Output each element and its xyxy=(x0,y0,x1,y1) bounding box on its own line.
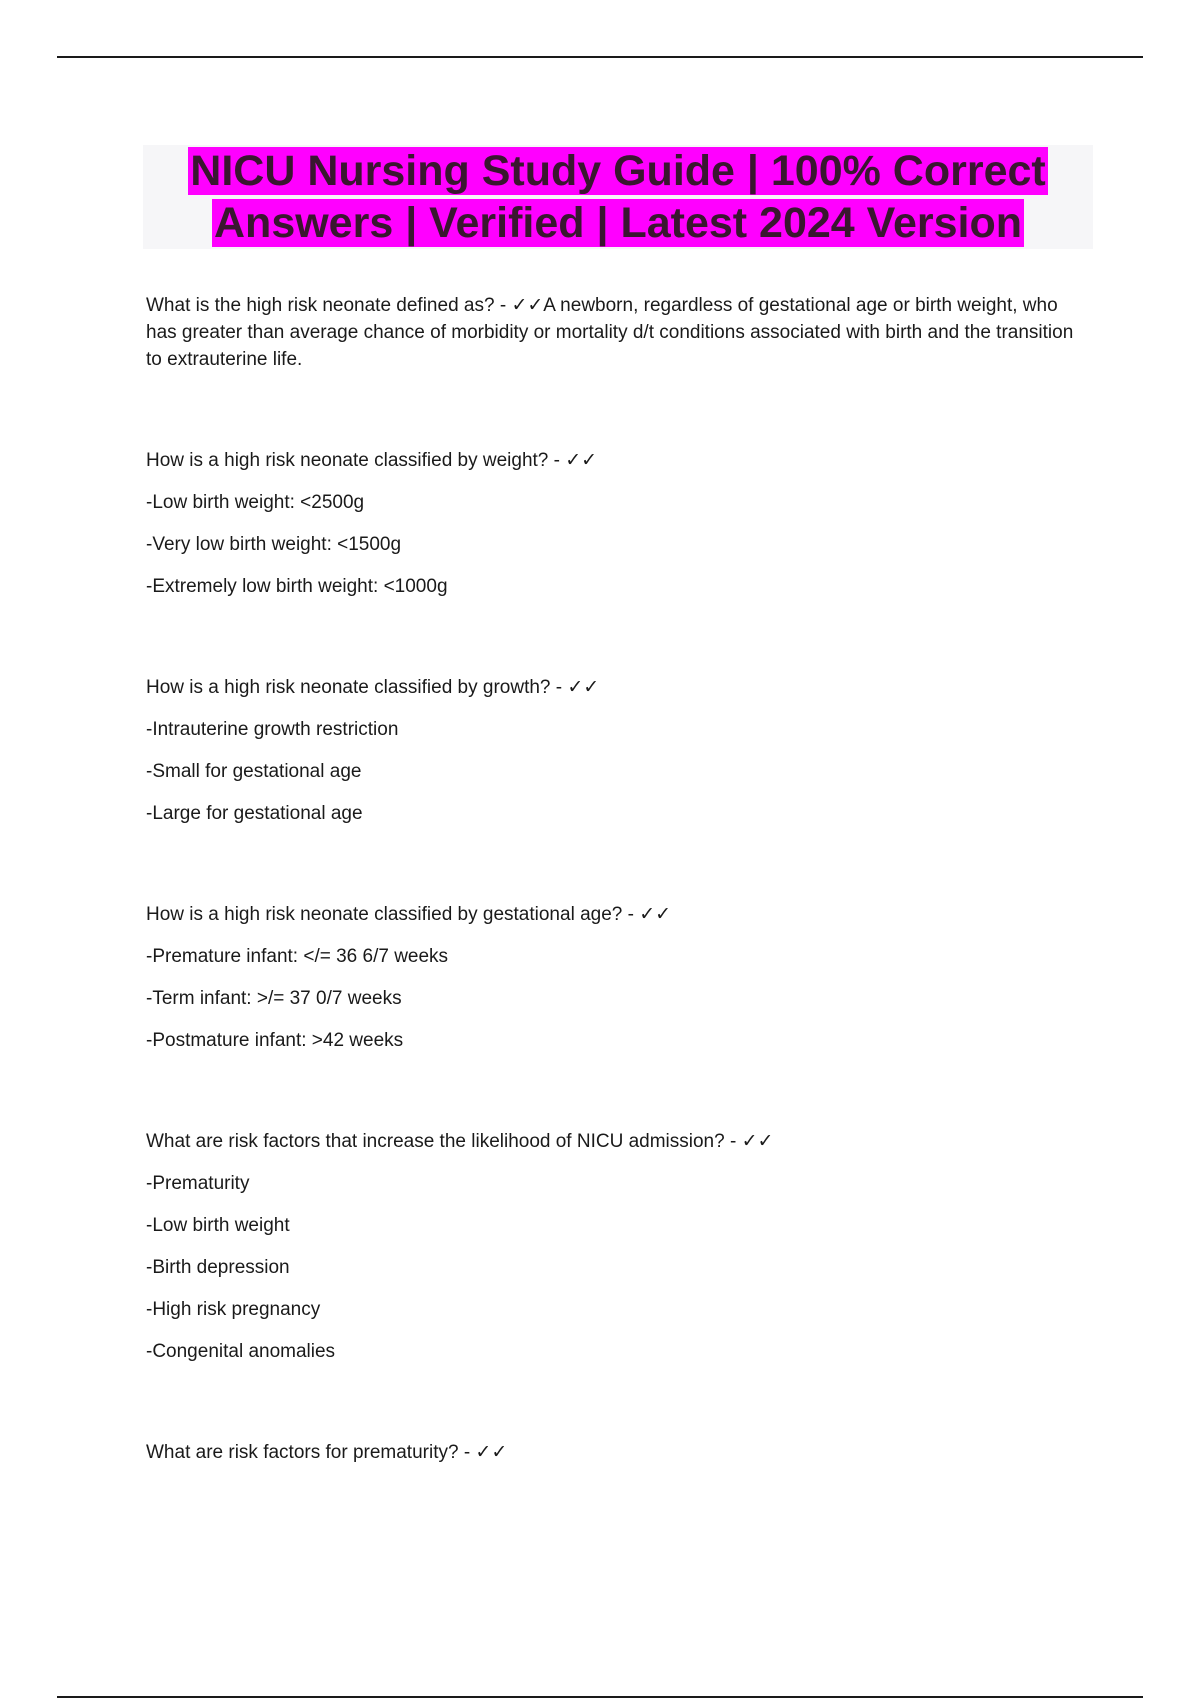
qa-block-gestational-age xyxy=(146,901,1086,1054)
question-text: What are risk factors for prematurity? - xyxy=(146,1442,476,1463)
question-text: How is a high risk neonate classified by weight? - xyxy=(146,450,566,471)
check-icon: ✓✓ xyxy=(741,1130,774,1152)
answer-item: -Extremely low birth weight: <1000g xyxy=(146,576,448,597)
qa-block-nicu-admission xyxy=(146,1128,1086,1365)
qa-block-prematurity xyxy=(146,1439,1086,1466)
question-text: What is the high risk neonate defined as? - xyxy=(146,295,512,316)
answer-item: -Large for gestational age xyxy=(146,803,363,824)
answer-item: -Prematurity xyxy=(146,1173,250,1194)
study-guide-content xyxy=(146,292,1086,1540)
answer-item: -Term infant: >/= 37 0/7 weeks xyxy=(146,988,402,1009)
check-icon: ✓✓ xyxy=(639,903,672,925)
question xyxy=(146,1128,1086,1155)
check-icon: ✓✓ xyxy=(567,676,600,698)
check-icon: ✓✓ xyxy=(565,449,598,471)
question-text: How is a high risk neonate classified by gestational age? - xyxy=(146,904,640,925)
question-text: What are risk factors that increase the likelihood of NICU admission? - xyxy=(146,1131,742,1152)
top-rule xyxy=(57,56,1143,58)
answer-item: -Small for gestational age xyxy=(146,761,362,782)
check-icon: ✓✓ xyxy=(511,295,544,316)
question xyxy=(146,447,1086,474)
check-icon: ✓✓ xyxy=(475,1441,508,1463)
answer-text: A newborn, regardless of gestational age or birth weight, who has greater than average chance of morbidity or mortality d/t conditions associated with birth and the transition to extrauterine life. xyxy=(146,295,1074,370)
answer-item: -Low birth weight: <2500g xyxy=(146,492,365,513)
document-title xyxy=(143,145,1093,249)
document-title-line-1: NICU Nursing Study Guide | 100% Correct xyxy=(190,147,1046,195)
answer-item: -Postmature infant: >42 weeks xyxy=(146,1030,404,1051)
qa-block-growth xyxy=(146,674,1086,827)
question xyxy=(146,674,1086,701)
answer-item: -High risk pregnancy xyxy=(146,1299,321,1320)
answer-item: -Birth depression xyxy=(146,1257,290,1278)
question xyxy=(146,901,1086,928)
question xyxy=(146,1439,1086,1466)
question-text: How is a high risk neonate classified by growth? - xyxy=(146,677,568,698)
bottom-rule xyxy=(57,1696,1143,1698)
answer-item: -Very low birth weight: <1500g xyxy=(146,534,402,555)
answer-item: -Intrauterine growth restriction xyxy=(146,719,399,740)
answer-item: -Premature infant: </= 36 6/7 weeks xyxy=(146,946,449,967)
qa-block-definition xyxy=(146,292,1086,373)
qa-block-weight xyxy=(146,447,1086,600)
qa-definition-text xyxy=(146,292,1086,373)
answer-item: -Low birth weight xyxy=(146,1215,290,1236)
answer-item: -Congenital anomalies xyxy=(146,1341,336,1362)
document-title-line-2: Answers | Verified | Latest 2024 Version xyxy=(214,199,1022,247)
